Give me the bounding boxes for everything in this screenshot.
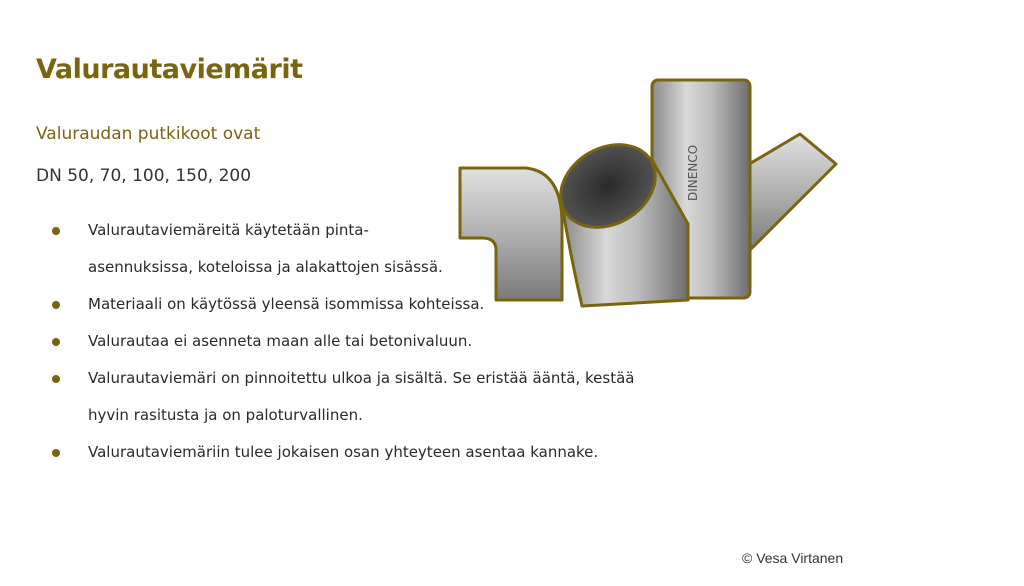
bullet-dot-icon — [52, 338, 60, 346]
bullet-text: Valurautaviemäri on pinnoitettu ulkoa ja sisältä. Se eristää ääntä, kestää hyvin rasitusta ja on paloturvallinen. — [88, 369, 635, 424]
bullet-dot-icon — [52, 449, 60, 457]
bullet-text: Valurautaa ei asenneta maan alle tai betonivaluun. — [88, 332, 473, 350]
bullet-dot-icon — [52, 301, 60, 309]
elbow-fitting — [460, 168, 562, 300]
bullet-dot-icon — [52, 375, 60, 383]
slide-title: Valurautaviemärit — [36, 54, 303, 85]
bullet-item — [48, 323, 648, 360]
copyright-credit: © Vesa Virtanen — [742, 550, 844, 566]
slide-subtitle: Valuraudan putkikoot ovat — [36, 124, 261, 144]
cast-iron-pipe-fittings-image — [452, 74, 842, 310]
bullet-text: Valurautaviemäreitä käytetään pinta- asennuksissa, koteloissa ja alakattojen sisässä. — [88, 221, 443, 276]
bullet-text: Valurautaviemäriin tulee jokaisen osan yhteyteen asentaa kannake. — [88, 443, 599, 461]
bullet-item — [48, 434, 648, 471]
pipe-sizes: DN 50, 70, 100, 150, 200 — [36, 166, 252, 186]
bullet-dot-icon — [52, 227, 60, 235]
svg-text:DINENCO: DINENCO — [686, 144, 700, 201]
bullet-text: Materiaali on käytössä yleensä isommissa kohteissa. — [88, 295, 485, 313]
bullet-item — [48, 360, 648, 434]
bullet-item — [48, 212, 468, 286]
